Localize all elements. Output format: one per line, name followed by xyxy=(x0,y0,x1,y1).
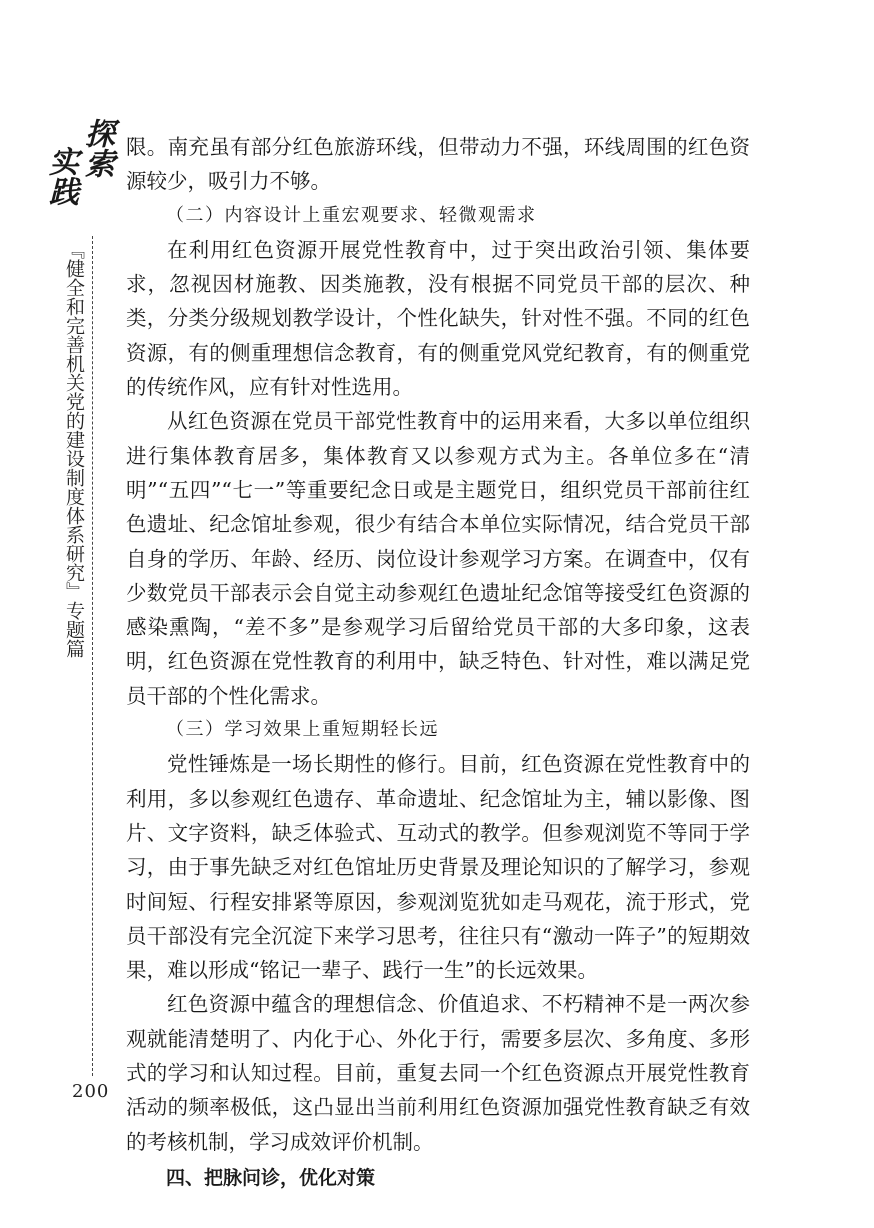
margin-divider xyxy=(92,236,93,1076)
vertical-section-title: 『健全和完善机关党的建设制度体系研究』专题篇 xyxy=(63,240,85,658)
paragraph: 从红色资源在党员干部党性教育中的运用来看，大多以单位组织进行集体教育居多，集体教育又以参观方式为主。各单位多在“清明”“五四”“七一”等重要纪念日或是主题党日，组织党员干部前往红色遗址、纪念馆址参观，很少有结合本单位实际情况，结合党员干部自身的学历、年龄、经历、岗位设计参观学习方案。在调查中，仅有少数党员干部表示会自觉主动参观红色遗址纪念馆等接受红色资源的感染熏陶，“差不多”是参观学习后留给党员干部的大多印象，这表明，红色资源在党性教育的利用中，缺乏特色、针对性，难以满足党员干部的个性化需求。 xyxy=(126,409,750,708)
page-number: 200 xyxy=(72,1081,110,1102)
logo-text-tansuo: 探索 xyxy=(79,118,114,178)
paragraph: 在利用红色资源开展党性教育中，过于突出政治引领、集体要求，忽视因材施教、因类施教，没有根据不同党员干部的层次、种类，分类分级规划教学设计，个性化缺失，针对性不强。不同的红色资源，有的侧重理想信念教育，有的侧重党风党纪教育，有的侧重党的传统作风，应有针对性选用。 xyxy=(126,237,750,400)
paragraph-continued: 限。南充虽有部分红色旅游环线，但带动力不强，环线周围的红色资源较少，吸引力不够。 xyxy=(126,135,750,194)
page-body xyxy=(126,130,750,1195)
subheading-learning-effect: （三）学习效果上重短期轻长远 xyxy=(166,719,439,741)
logo-text-shijian: 实践 xyxy=(43,146,78,206)
subheading-content-design: （二）内容设计上重宏观要求、轻微观需求 xyxy=(166,204,537,226)
paragraph: 党性锤炼是一场长期性的修行。目前，红色资源在党性教育中的利用，多以参观红色遗存、革命遗址、纪念馆址为主，辅以影像、图片、文字资料，缺乏体验式、互动式的教学。但参观浏览不等同于学习，由于事先缺乏对红色馆址历史背景及理论知识的了解学习，参观时间短、行程安排紧等原因，参观浏览犹如走马观花，流于形式，党员干部没有完全沉淀下来学习思考，往往只有“激动一阵子”的短期效果，难以形成“铭记一辈子、践行一生”的长远效果。 xyxy=(126,752,750,983)
section-heading: 四、把脉问诊，优化对策 xyxy=(166,1166,376,1189)
paragraph: 红色资源中蕴含的理想信念、价值追求、不朽精神不是一两次参观就能清楚明了、内化于心、外化于行，需要多层次、多角度、多形式的学习和认知过程。目前，重复去同一个红色资源点开展党性教育活动的频率极低，这凸显出当前利用红色资源加强党性教育缺乏有效的考核机制，学习成效评价机制。 xyxy=(126,992,750,1154)
